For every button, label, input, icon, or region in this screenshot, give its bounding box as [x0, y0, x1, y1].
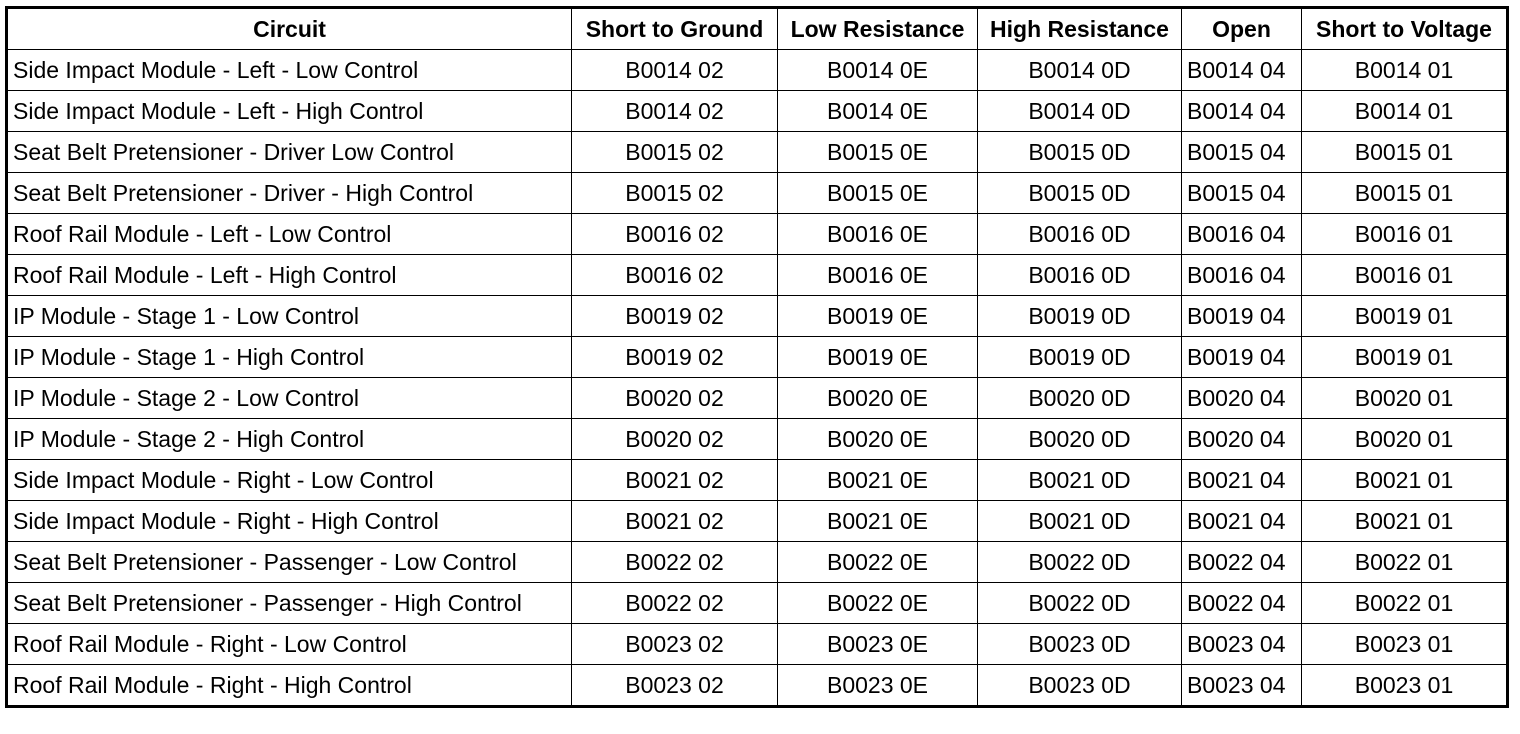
cell-short-to-voltage: B0015 01	[1302, 132, 1508, 173]
cell-low-resistance: B0016 0E	[778, 255, 978, 296]
table-row	[7, 583, 1508, 624]
header-row	[7, 8, 1508, 50]
cell-open: B0022 04	[1182, 583, 1302, 624]
cell-high-resistance: B0022 0D	[978, 583, 1182, 624]
cell-circuit: IP Module - Stage 2 - High Control	[7, 419, 572, 460]
table-row	[7, 296, 1508, 337]
cell-short-to-ground: B0020 02	[572, 419, 778, 460]
table-row	[7, 132, 1508, 173]
table-row	[7, 542, 1508, 583]
cell-high-resistance: B0020 0D	[978, 419, 1182, 460]
cell-short-to-ground: B0015 02	[572, 132, 778, 173]
cell-circuit: Side Impact Module - Right - High Control	[7, 501, 572, 542]
cell-high-resistance: B0015 0D	[978, 132, 1182, 173]
cell-short-to-ground: B0019 02	[572, 296, 778, 337]
cell-circuit: IP Module - Stage 1 - High Control	[7, 337, 572, 378]
table-row	[7, 91, 1508, 132]
cell-circuit: Side Impact Module - Right - Low Control	[7, 460, 572, 501]
cell-circuit: Seat Belt Pretensioner - Passenger - Low Control	[7, 542, 572, 583]
header-short-to-voltage: Short to Voltage	[1302, 8, 1508, 50]
cell-open: B0020 04	[1182, 378, 1302, 419]
cell-open: B0023 04	[1182, 624, 1302, 665]
cell-short-to-voltage: B0014 01	[1302, 50, 1508, 91]
cell-short-to-voltage: B0021 01	[1302, 460, 1508, 501]
table-row	[7, 460, 1508, 501]
cell-high-resistance: B0014 0D	[978, 91, 1182, 132]
cell-short-to-ground: B0021 02	[572, 501, 778, 542]
dtc-table	[5, 6, 1509, 708]
cell-short-to-voltage: B0021 01	[1302, 501, 1508, 542]
cell-short-to-voltage: B0019 01	[1302, 296, 1508, 337]
cell-open: B0015 04	[1182, 132, 1302, 173]
header-short-to-ground: Short to Ground	[572, 8, 778, 50]
cell-open: B0020 04	[1182, 419, 1302, 460]
cell-low-resistance: B0023 0E	[778, 665, 978, 707]
cell-short-to-ground: B0014 02	[572, 50, 778, 91]
cell-low-resistance: B0021 0E	[778, 460, 978, 501]
cell-open: B0015 04	[1182, 173, 1302, 214]
cell-low-resistance: B0020 0E	[778, 378, 978, 419]
table-row	[7, 419, 1508, 460]
cell-circuit: Roof Rail Module - Left - High Control	[7, 255, 572, 296]
table-row	[7, 501, 1508, 542]
cell-open: B0021 04	[1182, 460, 1302, 501]
cell-low-resistance: B0015 0E	[778, 132, 978, 173]
cell-circuit: IP Module - Stage 1 - Low Control	[7, 296, 572, 337]
cell-short-to-voltage: B0022 01	[1302, 542, 1508, 583]
cell-low-resistance: B0023 0E	[778, 624, 978, 665]
cell-circuit: Side Impact Module - Left - High Control	[7, 91, 572, 132]
cell-short-to-voltage: B0020 01	[1302, 378, 1508, 419]
cell-low-resistance: B0022 0E	[778, 542, 978, 583]
cell-short-to-voltage: B0014 01	[1302, 91, 1508, 132]
cell-short-to-voltage: B0016 01	[1302, 214, 1508, 255]
table-row	[7, 665, 1508, 707]
cell-short-to-voltage: B0019 01	[1302, 337, 1508, 378]
cell-short-to-voltage: B0023 01	[1302, 624, 1508, 665]
cell-open: B0014 04	[1182, 50, 1302, 91]
cell-short-to-ground: B0016 02	[572, 255, 778, 296]
table-row	[7, 173, 1508, 214]
cell-short-to-ground: B0022 02	[572, 583, 778, 624]
cell-high-resistance: B0020 0D	[978, 378, 1182, 419]
cell-low-resistance: B0020 0E	[778, 419, 978, 460]
cell-high-resistance: B0022 0D	[978, 542, 1182, 583]
cell-short-to-ground: B0022 02	[572, 542, 778, 583]
cell-short-to-ground: B0021 02	[572, 460, 778, 501]
header-circuit: Circuit	[7, 8, 572, 50]
cell-short-to-voltage: B0020 01	[1302, 419, 1508, 460]
header-low-resistance: Low Resistance	[778, 8, 978, 50]
table-row	[7, 255, 1508, 296]
cell-high-resistance: B0019 0D	[978, 296, 1182, 337]
cell-low-resistance: B0019 0E	[778, 337, 978, 378]
cell-open: B0016 04	[1182, 255, 1302, 296]
header-open: Open	[1182, 8, 1302, 50]
cell-open: B0019 04	[1182, 296, 1302, 337]
cell-circuit: Seat Belt Pretensioner - Driver - High Control	[7, 173, 572, 214]
cell-high-resistance: B0016 0D	[978, 255, 1182, 296]
cell-low-resistance: B0019 0E	[778, 296, 978, 337]
cell-short-to-ground: B0016 02	[572, 214, 778, 255]
cell-open: B0021 04	[1182, 501, 1302, 542]
cell-short-to-voltage: B0022 01	[1302, 583, 1508, 624]
cell-high-resistance: B0023 0D	[978, 624, 1182, 665]
cell-low-resistance: B0015 0E	[778, 173, 978, 214]
cell-low-resistance: B0022 0E	[778, 583, 978, 624]
cell-circuit: Roof Rail Module - Left - Low Control	[7, 214, 572, 255]
cell-low-resistance: B0021 0E	[778, 501, 978, 542]
cell-circuit: IP Module - Stage 2 - Low Control	[7, 378, 572, 419]
table-row	[7, 337, 1508, 378]
cell-circuit: Seat Belt Pretensioner - Passenger - High Control	[7, 583, 572, 624]
cell-short-to-ground: B0014 02	[572, 91, 778, 132]
cell-open: B0019 04	[1182, 337, 1302, 378]
cell-short-to-ground: B0023 02	[572, 624, 778, 665]
cell-open: B0016 04	[1182, 214, 1302, 255]
cell-high-resistance: B0021 0D	[978, 460, 1182, 501]
table-row	[7, 624, 1508, 665]
cell-short-to-voltage: B0015 01	[1302, 173, 1508, 214]
cell-high-resistance: B0015 0D	[978, 173, 1182, 214]
header-high-resistance: High Resistance	[978, 8, 1182, 50]
cell-high-resistance: B0014 0D	[978, 50, 1182, 91]
cell-low-resistance: B0014 0E	[778, 50, 978, 91]
cell-short-to-ground: B0020 02	[572, 378, 778, 419]
table-header	[7, 8, 1508, 50]
cell-circuit: Roof Rail Module - Right - Low Control	[7, 624, 572, 665]
cell-high-resistance: B0023 0D	[978, 665, 1182, 707]
cell-short-to-voltage: B0023 01	[1302, 665, 1508, 707]
table-body	[7, 50, 1508, 707]
cell-short-to-ground: B0019 02	[572, 337, 778, 378]
cell-high-resistance: B0021 0D	[978, 501, 1182, 542]
cell-short-to-ground: B0023 02	[572, 665, 778, 707]
cell-low-resistance: B0014 0E	[778, 91, 978, 132]
cell-open: B0014 04	[1182, 91, 1302, 132]
cell-circuit: Roof Rail Module - Right - High Control	[7, 665, 572, 707]
cell-short-to-ground: B0015 02	[572, 173, 778, 214]
table-row	[7, 378, 1508, 419]
cell-circuit: Seat Belt Pretensioner - Driver Low Control	[7, 132, 572, 173]
cell-short-to-voltage: B0016 01	[1302, 255, 1508, 296]
cell-high-resistance: B0019 0D	[978, 337, 1182, 378]
cell-high-resistance: B0016 0D	[978, 214, 1182, 255]
table-row	[7, 214, 1508, 255]
cell-open: B0022 04	[1182, 542, 1302, 583]
cell-low-resistance: B0016 0E	[778, 214, 978, 255]
cell-circuit: Side Impact Module - Left - Low Control	[7, 50, 572, 91]
cell-open: B0023 04	[1182, 665, 1302, 707]
table-row	[7, 50, 1508, 91]
